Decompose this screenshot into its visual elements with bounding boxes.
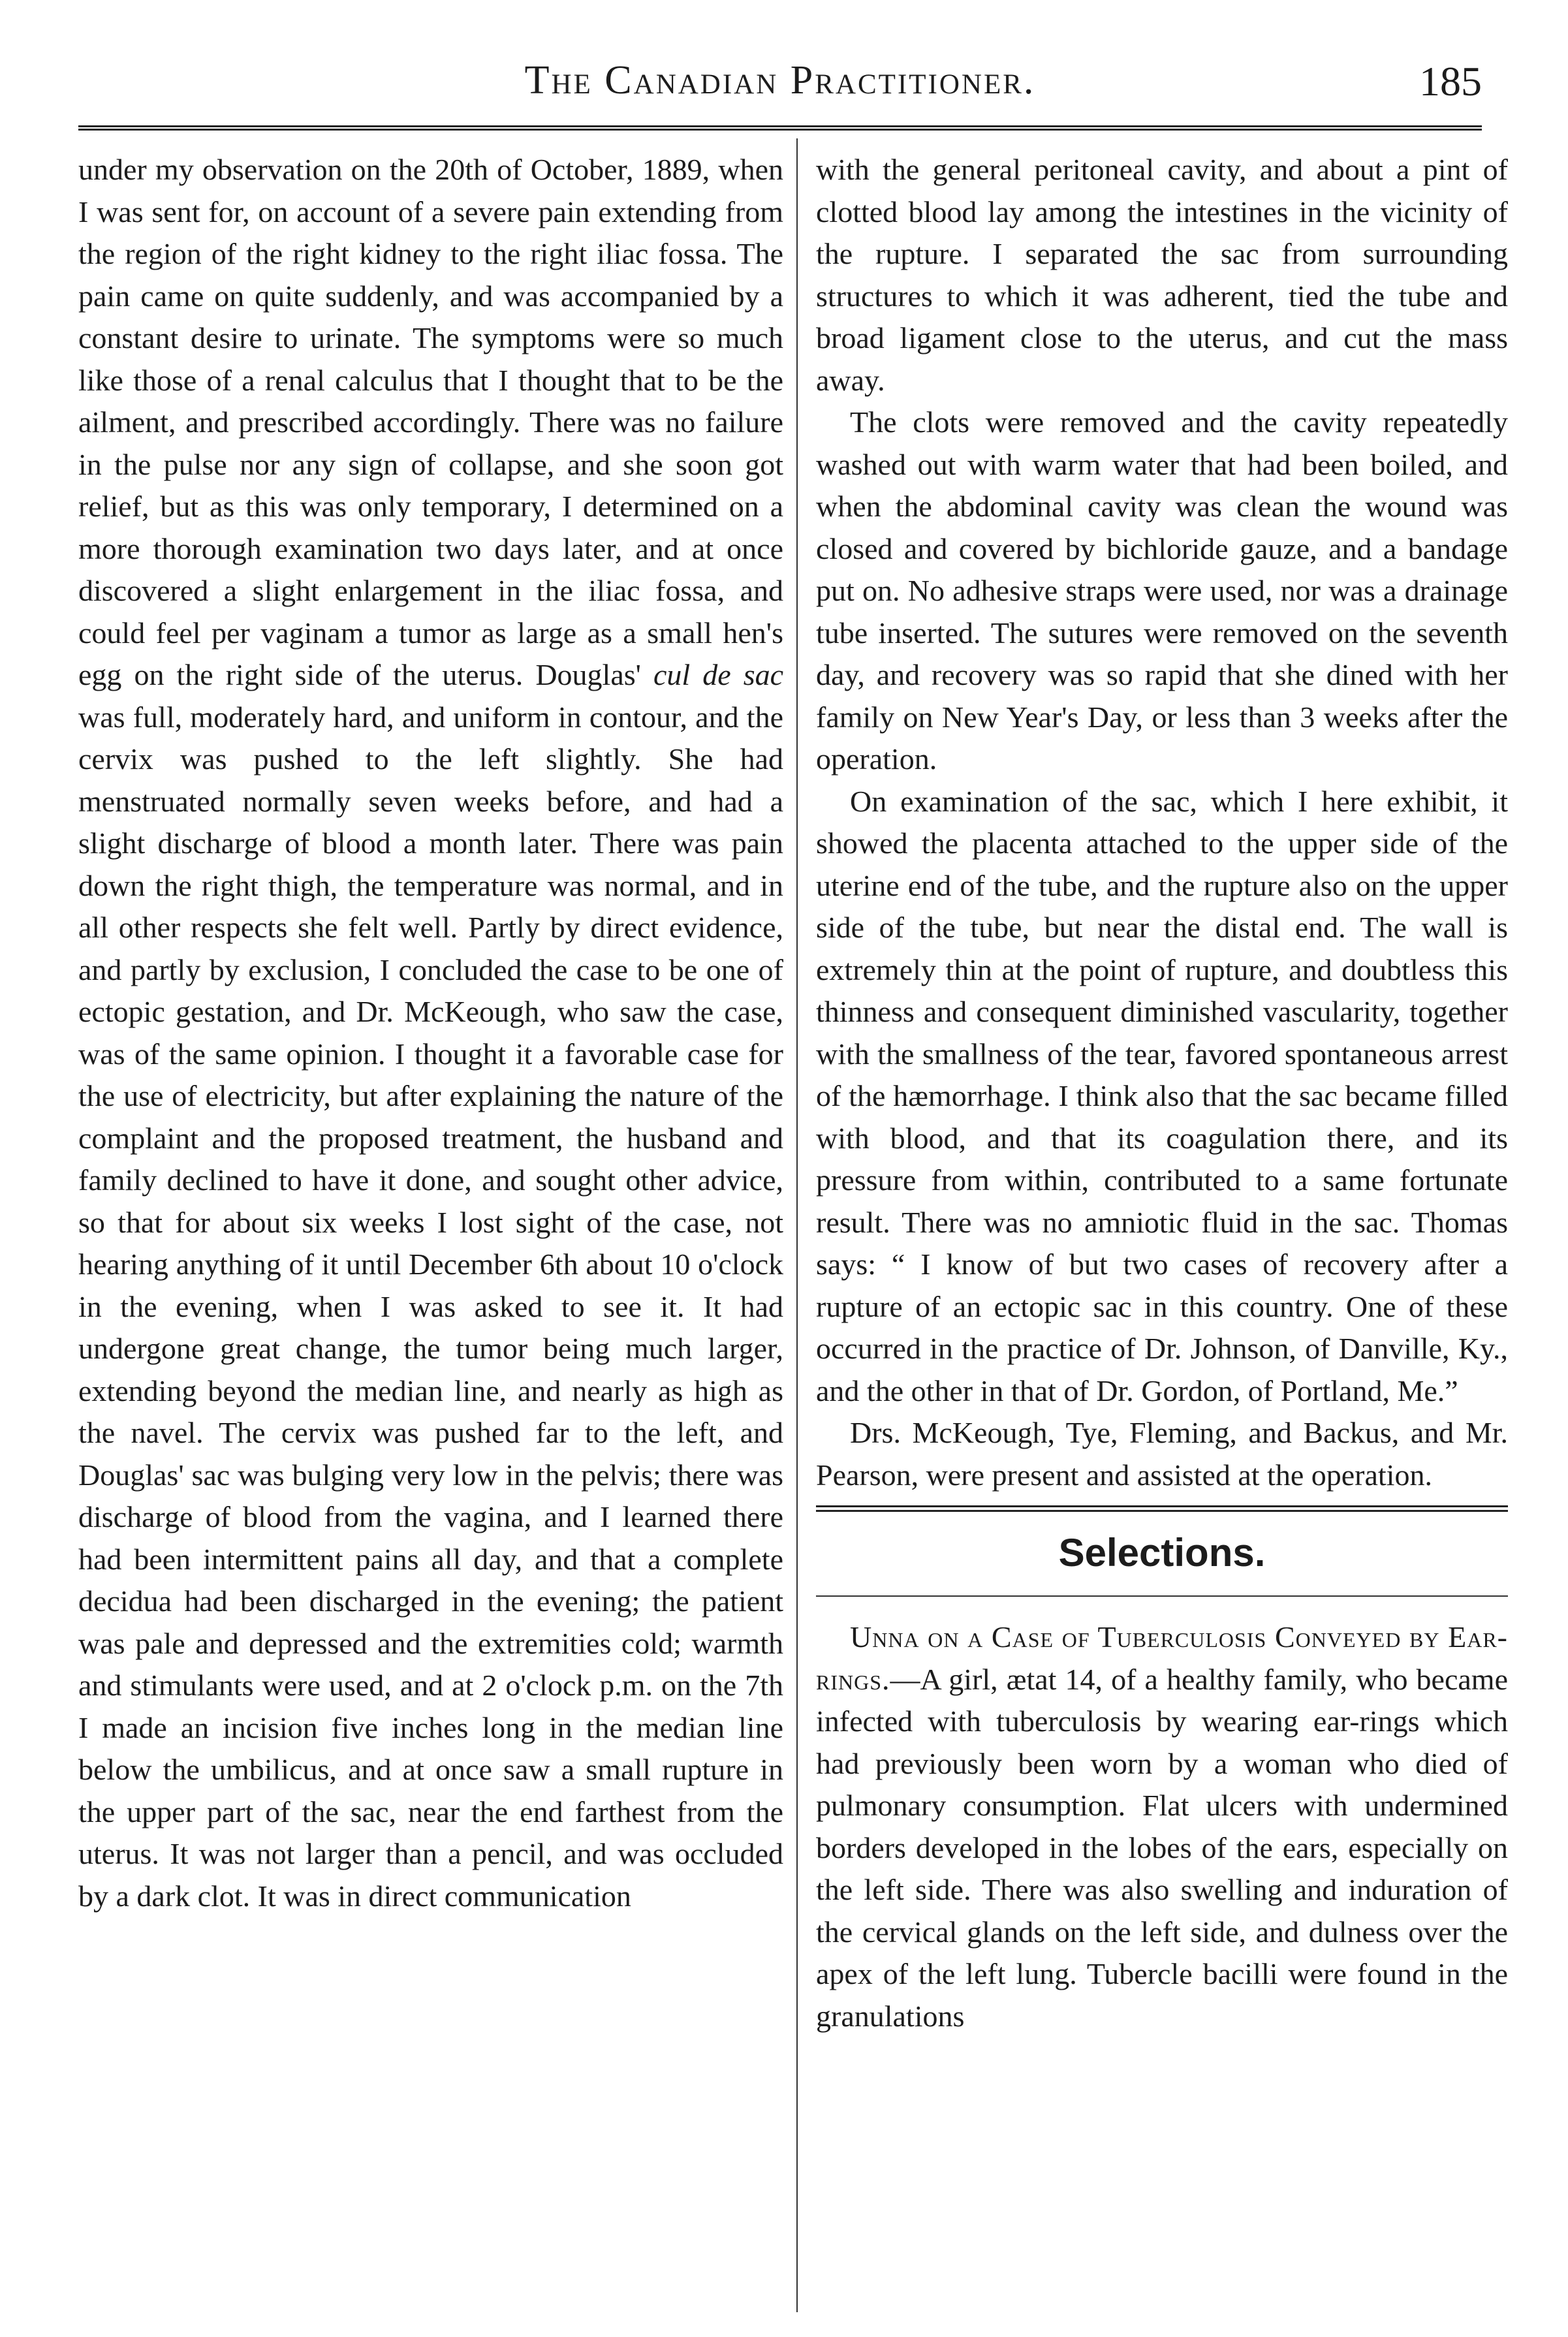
case-report-text: under my observation on the 20th of October, 1889, when I was sent for, on account of a severe pain extending from the region of the right kidney to the right iliac fossa. The pain came on quite suddenly, and was accompanied by a constant desire to urinate. The symptoms were so much like those of a renal calculus that I thought that to be the ailment, and prescribed accordingly. There was no failure in the pulse nor any sign of collapse, and she soon got relief, but as this was only temporary, I determined on a more thorough examination two days later, and at once discovered a slight enlargement in the iliac fossa, and could feel per vaginam a tumor as large as a small hen's egg on the right side of the uterus. Douglas' bbox=[78, 153, 783, 691]
header-rule bbox=[78, 125, 1482, 131]
case-report-paragraph bbox=[78, 149, 783, 1917]
operation-paragraph: with the general peritoneal cavity, and about a pint of clotted blood lay among the intestines in the vicinity of the rupture. I separated the sac from surrounding structures to which it was adherent, tied the tube and broad ligament close to the uterus, and cut the mass away. bbox=[816, 153, 1508, 397]
cul-de-sac-italic: cul de sac bbox=[653, 658, 784, 691]
running-head bbox=[78, 57, 1482, 110]
section-underline bbox=[816, 1595, 1508, 1597]
case-report-text-continued: was full, moderately hard, and uniform in contour, and the cervix was pushed to the left slightly. She had menstruated normally seven weeks before, and had a slight discharge of blood a month later. There was pain down the right thigh, the temperature was normal, and in all other respects she felt well. Partly by direct evidence, and partly by exclusion, I concluded the case to be one of ectopic gestation, and Dr. McKeough, who saw the case, was of the same opinion. I thought it a favorable case for the use of electricity, but after explaining the nature of the complaint and the proposed treatment, the husband and family declined to have it done, and sought other advice, so that for about six weeks I lost sight of the case, not hearing anything of it until December 6th about 10 o'clock in the evening, when I was asked to see it. It had undergone great change, the tumor being much larger, extending beyond the median line, and nearly as high as the navel. The cervix was pushed far to the left, and Douglas' sac was bulging very low in the pelvis; there was discharge of blood from the vagina, and I learned there had been intermittent pains all day, and that a complete decidua had been discharged in the evening; the patient was pale and depressed and the extremities cold; warmth and stimulants were used, and at 2 o'clock p.m. on the 7th I made an incision five inches long in the median line below the umbilicus, and at once saw a small rupture in the upper part of the sac, near the end farthest from the uterus. It was not larger than a pencil, and was occluded by a dark clot. It was in direct communication bbox=[78, 700, 783, 1913]
left-column bbox=[78, 149, 783, 1917]
section-rule bbox=[816, 1505, 1508, 1512]
right-column bbox=[816, 149, 1508, 2037]
examination-paragraph: On examination of the sac, which I here exhibit, it showed the placenta attached to the upper side of the uterine end of the tube, and the rupture also on the upper side of the tube, but near the distal end. The wall is extremely thin at the point of rupture, and doubtless this thinness and consequent diminished vascularity, together with the smallness of the tear, favored spontaneous arrest of the hæmorrhage. I think also that the sac became filled with blood, and that its coagulation there, and its pressure from within, contributed to a same fortunate result. There was no amniotic fluid in the sac. Thomas says: “ I know of but two cases of recovery after a rupture of an ectopic sac in this country. One of these occurred in the practice of Dr. Johnson, of Danville, Ky., and the other in that of Dr. Gordon, of Portland, Me.” bbox=[816, 784, 1508, 1407]
selection-paragraph bbox=[816, 1616, 1508, 2037]
recovery-paragraph: The clots were removed and the cavity repeatedly washed out with warm water that had been boiled, and when the abdominal cavity was clean the wound was closed and covered by bichloride gauze, and a bandage put on. No adhesive straps were used, nor was a drainage tube inserted. The sutures were removed on the seventh day, and recovery was so rapid that she dined with her family on New Year's Day, or less than 3 weeks after the operation. bbox=[816, 405, 1508, 776]
page-number: 185 bbox=[1419, 58, 1482, 104]
selection-title: Unna on a Case of Tuberculosis Conveyed by Ear-rings. bbox=[816, 1620, 1508, 1696]
journal-title: The Canadian Practitioner. bbox=[524, 58, 1036, 102]
attendees-paragraph: Drs. McKeough, Tye, Fleming, and Backus, and Mr. Pearson, were present and assisted at the operation. bbox=[816, 1416, 1508, 1492]
selection-body: —A girl, ætat 14, of a healthy family, who became infected with tuberculosis by wearing ear-rings which had previously been worn by a woman who died of pulmonary consumption. Flat ulcers with undermined borders developed in the lobes of the ears, especially on the left side. There was also swelling and induration of the cervical glands on the left side, and dulness over the apex of the left lung. Tubercle bacilli were found in the granulations bbox=[816, 1662, 1508, 2033]
section-heading: Selections. bbox=[1058, 1531, 1266, 1575]
column-divider bbox=[796, 138, 798, 2312]
